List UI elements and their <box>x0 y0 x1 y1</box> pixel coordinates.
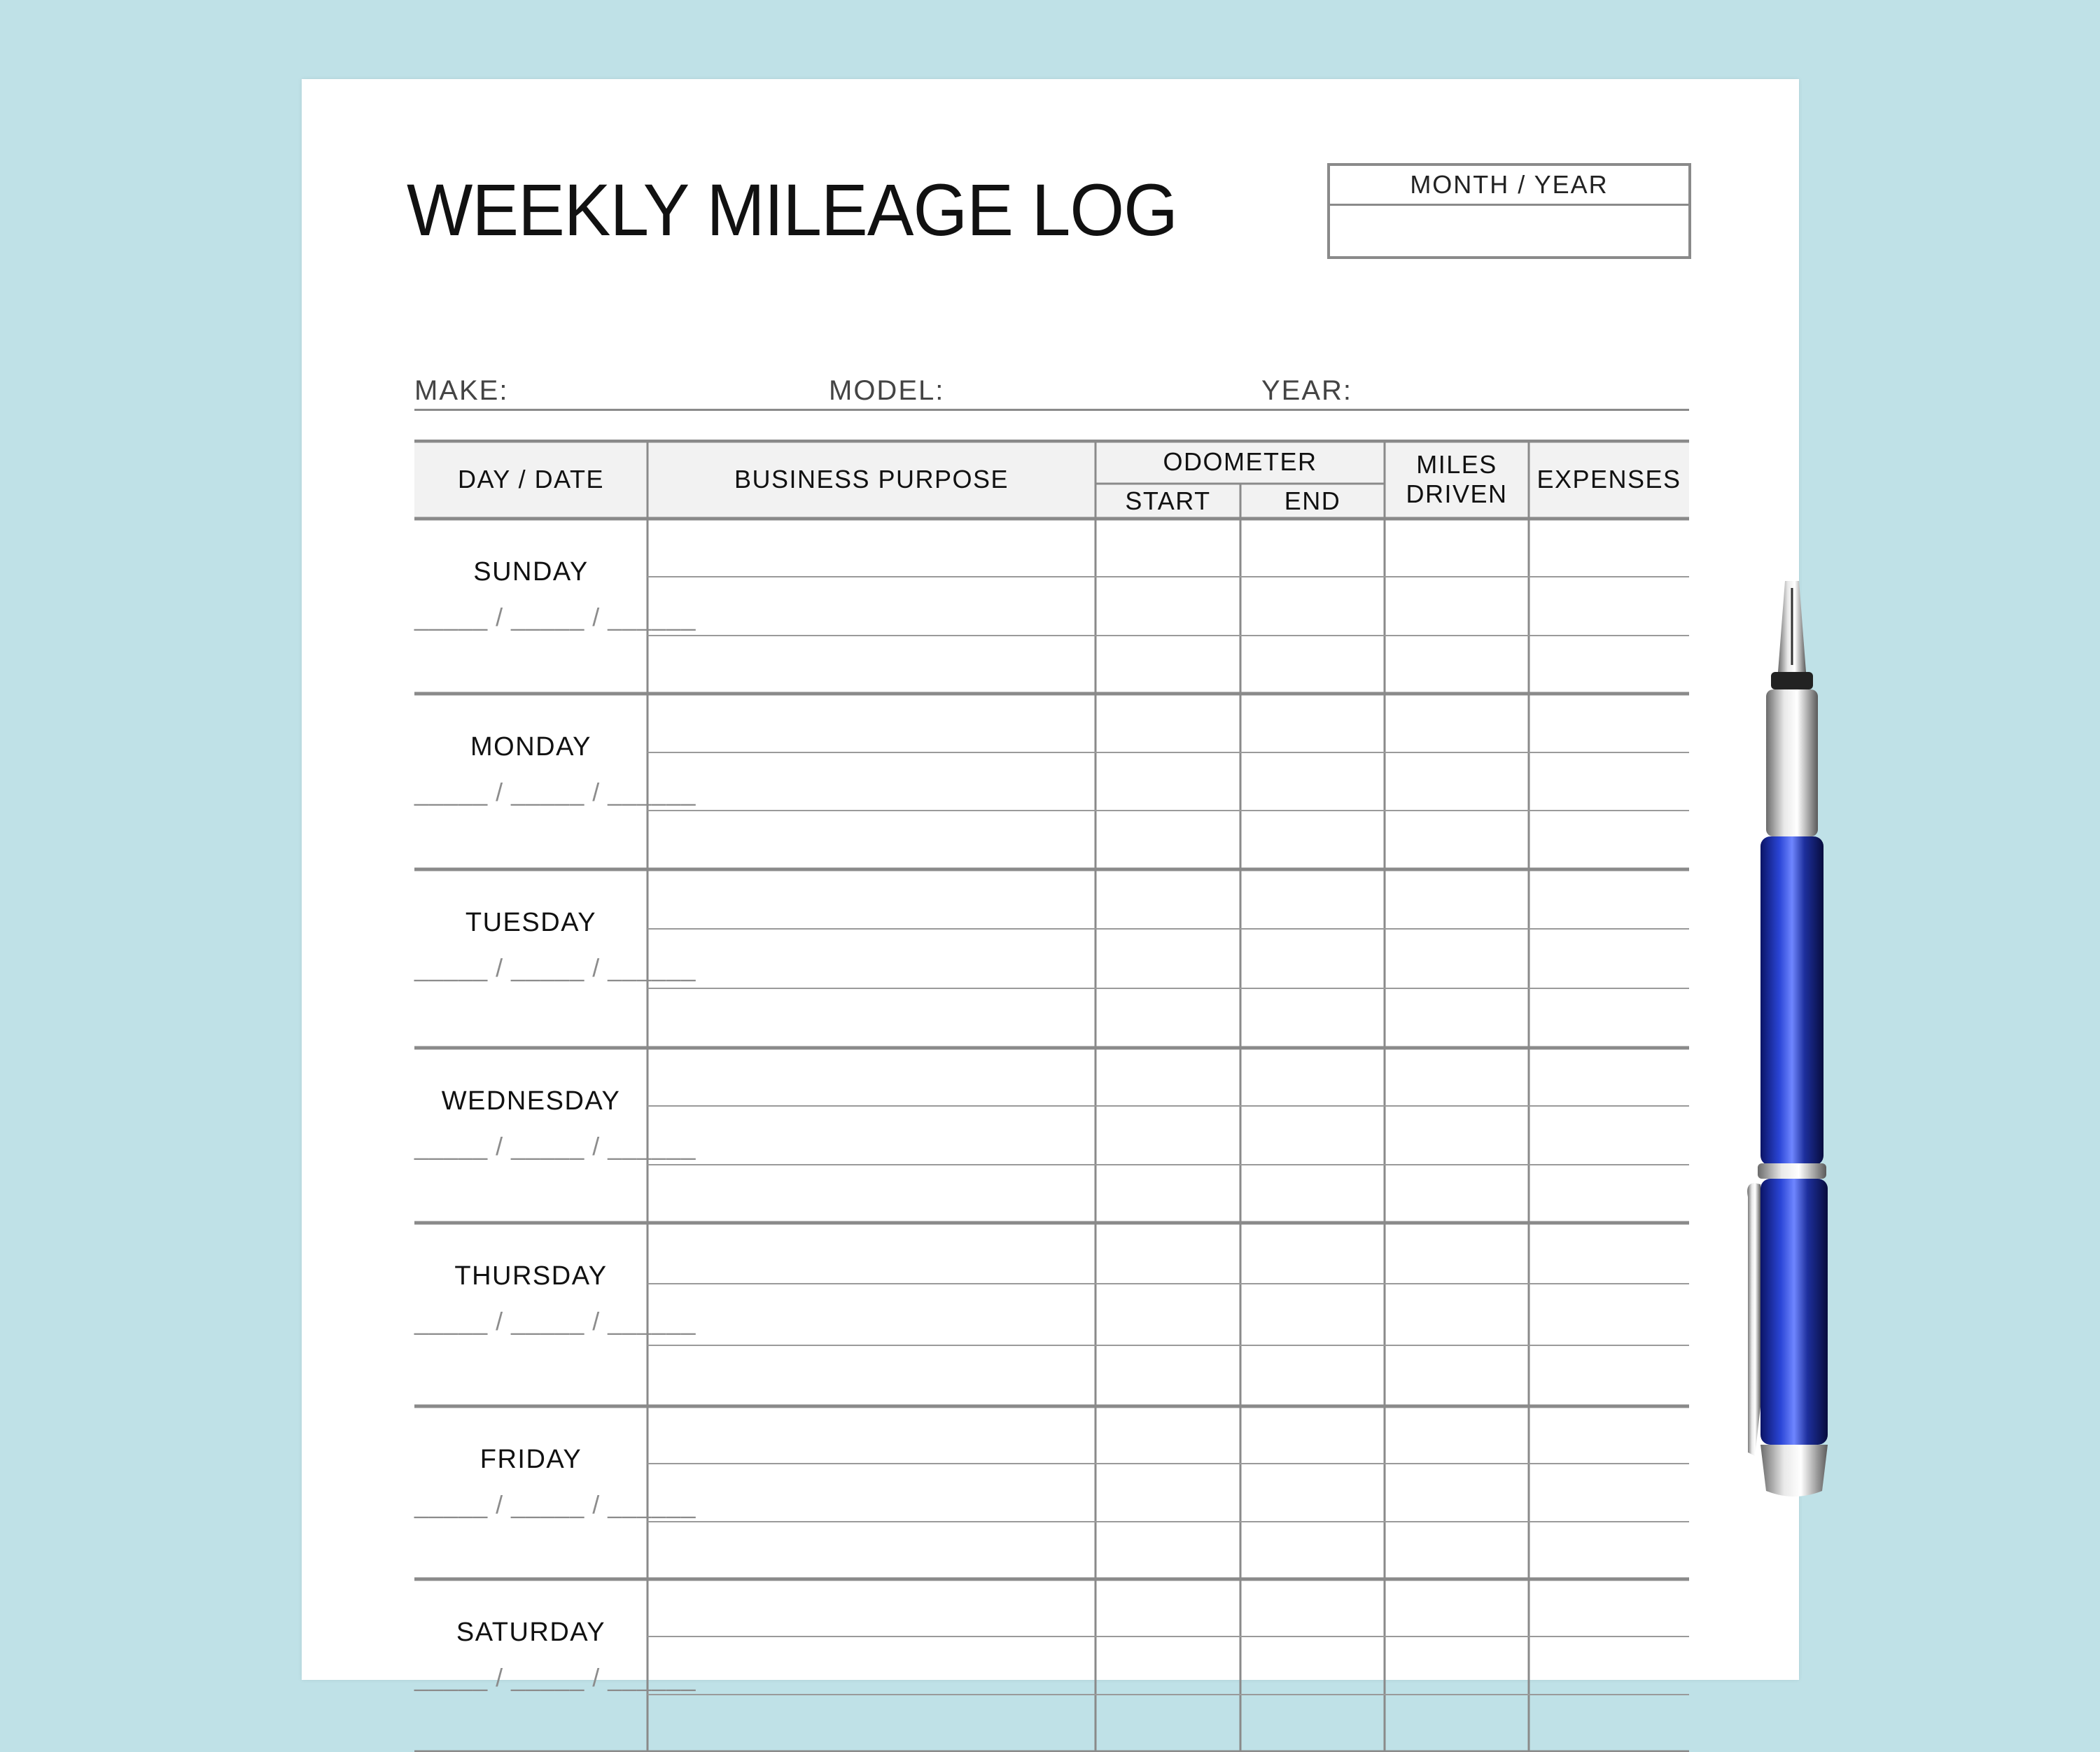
day-date-blank[interactable]: _____ / _____ / ______ <box>414 1490 696 1519</box>
pen-grip-ring <box>1771 672 1813 689</box>
model-label: MODEL: <box>829 375 945 406</box>
day-name-wednesday: WEDNESDAY <box>441 1086 621 1116</box>
col-expenses <box>1529 440 1689 519</box>
page-title: WEEKLY MILEAGE LOG <box>407 169 1177 252</box>
day-name-tuesday: TUESDAY <box>465 908 597 937</box>
year-label: YEAR: <box>1261 375 1353 406</box>
col-miles-driven-line2: DRIVEN <box>1406 479 1508 508</box>
day-date-blank[interactable]: _____ / _____ / ______ <box>414 953 696 982</box>
col-day-date: DAY / DATE <box>457 464 605 493</box>
day-date-blank[interactable]: _____ / _____ / ______ <box>414 1132 696 1161</box>
pen-cap-band <box>1758 1163 1826 1179</box>
col-odometer: ODOMETER <box>1163 447 1317 476</box>
day-date-blank[interactable]: _____ / _____ / ______ <box>414 603 696 631</box>
day-name-monday: MONDAY <box>470 732 592 762</box>
vehicle-info-row <box>414 370 1689 411</box>
day-name-friday: FRIDAY <box>479 1445 582 1474</box>
col-odometer-start: START <box>1125 486 1211 516</box>
make-label: MAKE: <box>414 375 509 406</box>
pen-cap-end <box>1760 1445 1828 1497</box>
day-date-blank[interactable]: _____ / _____ / ______ <box>414 1663 696 1692</box>
col-miles-driven <box>1385 440 1529 519</box>
mileage-table <box>414 440 1689 1752</box>
log-sheet <box>302 79 1799 1692</box>
col-miles-driven-line1: MILES <box>1416 450 1497 479</box>
col-odometer-end: END <box>1284 486 1341 516</box>
col-business-purpose: BUSINESS PURPOSE <box>734 464 1009 493</box>
day-name-saturday: SATURDAY <box>456 1618 606 1647</box>
month-year-box <box>1327 163 1691 259</box>
day-name-sunday: SUNDAY <box>473 557 589 587</box>
fountain-pen-image <box>1740 581 1844 1498</box>
pen-barrel <box>1760 836 1823 1165</box>
col-expenses-line1: EXPENSES <box>1536 464 1681 493</box>
day-name-thursday: THURSDAY <box>454 1261 608 1291</box>
month-year-label: MONTH / YEAR <box>1330 166 1688 206</box>
day-date-blank[interactable]: _____ / _____ / ______ <box>414 1307 696 1336</box>
pen-cap <box>1760 1179 1828 1445</box>
pen-clip <box>1747 1183 1760 1456</box>
day-date-blank[interactable]: _____ / _____ / ______ <box>414 778 696 806</box>
pen-grip-section <box>1766 689 1818 836</box>
month-year-field[interactable] <box>1330 206 1688 259</box>
column-rules <box>648 440 1529 1752</box>
